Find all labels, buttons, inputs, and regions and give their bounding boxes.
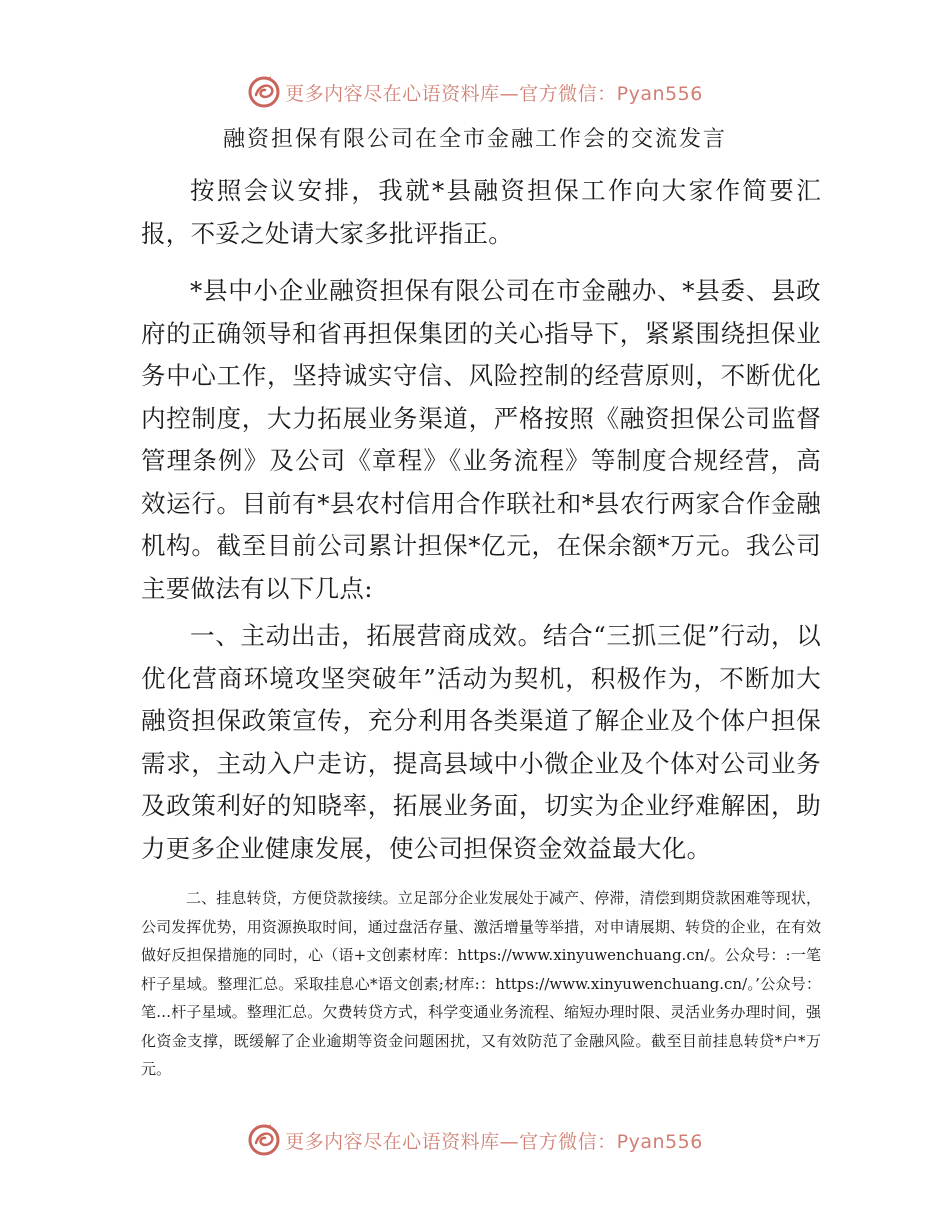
document-title: 融资担保有限公司在全市金融工作会的交流发言	[222, 127, 727, 152]
swirl-logo-icon	[247, 1123, 281, 1157]
watermark-text: 更多内容尽在心语资料库—官方微信：Pyan556	[285, 1130, 703, 1153]
footer-watermark-banner	[0, 1120, 950, 1160]
paragraph-intro: 按照会议安排，我就*县融资担保工作向大家作简要汇报，不妥之处请大家多批评指正。	[141, 176, 821, 248]
paragraph-point-two: 二、挂息转贷，方便贷款接续。立足部分企业发展处于减产、停滞，清偿到期贷款困难等现状，公司发挥优势，用资源换取时间，通过盘活存量、激活增量等举措，对申请展期、转贷的企业，在有效做好反担保措施的同时，心（语+文创素材库：https://www.xinyuwenchuang.cn/。公众号：:一笔杆子星域。整理汇总。采取挂息心*语文创素;材库:：https://www.xinyuwenchuang.cn/。’公众号：笔…杆子星域。整理汇总。欠费转贷方式，科学变通业务流程、缩短办理时限、灵活业务办理时间，强化资金支撑，既缓解了企业逾期等资金问题困扰，又有效防范了金融风险。截至目前挂息转贷*户*万元。	[141, 889, 821, 1078]
header-watermark-banner	[0, 72, 950, 112]
paragraph-company-overview: *县中小企业融资担保有限公司在市金融办、*县委、县政府的正确领导和省再担保集团的关心指导下，紧紧围绕担保业务中心工作，坚持诚实守信、风险控制的经营原则，不断优化内控制度，大力拓展业务渠道，严格按照《融资担保公司监督管理条例》及公司《章程》《业务流程》等制度合规经营，高效运行。目前有*县农村信用合作联社和*县农行两家合作金融机构。截至目前公司累计担保*亿元，在保余额*万元。我公司主要做法有以下几点:	[141, 276, 821, 603]
swirl-logo-icon	[247, 75, 281, 109]
paragraph-point-one: 一、主动出击，拓展营商成效。结合“三抓三促”行动，以优化营商环境攻坚突破年”活动为契机，积极作为，不断加大融资担保政策宣传，充分利用各类渠道了解企业及个体户担保需求，主动入户走访，提高县域中小微企业及个体对公司业务及政策利好的知晓率，拓展业务面，切实为企业纾难解困，助力更多企业健康发展，使公司担保资金效益最大化。	[141, 621, 821, 863]
watermark-text: 更多内容尽在心语资料库—官方微信：Pyan556	[285, 82, 703, 105]
